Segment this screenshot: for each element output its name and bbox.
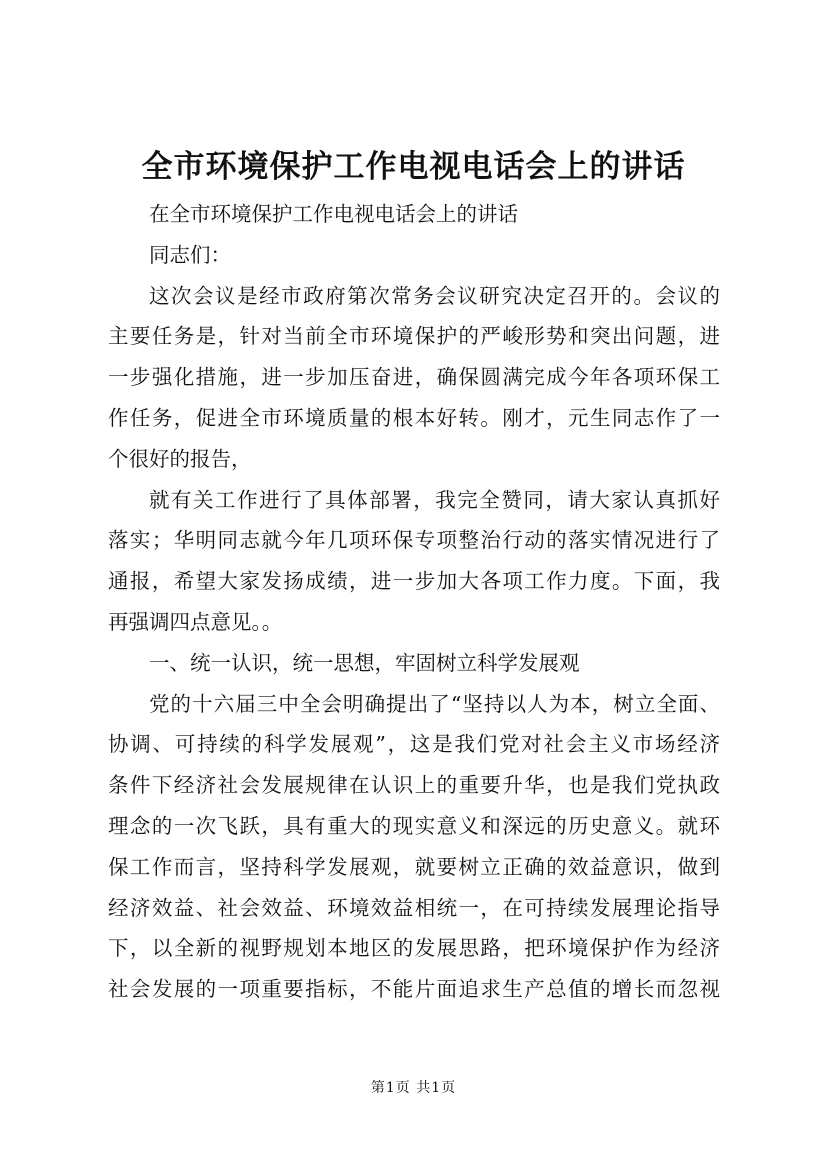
paragraph-line: 再强调四点意见。。 xyxy=(108,609,283,634)
paragraph-line: 主要任务是，针对当前全市环境保护的严峻形势和突出问题，进 xyxy=(108,324,720,349)
paragraph-line: 保工作而言，坚持科学发展观，就要树立正确的效益意识，做到 xyxy=(108,854,720,879)
paragraph-line: 通报，希望大家发扬成绩，进一步加大各项工作力度。下面，我 xyxy=(108,569,720,594)
paragraph-line: 协调、可持续的科学发展观”，这是我们党对社会主义市场经济 xyxy=(108,732,720,757)
paragraph-line: 这次会议是经市政府第次常务会议研究决定召开的。会议的 xyxy=(149,283,720,308)
paragraph-line: 经济效益、社会效益、环境效益相统一，在可持续发展理论指导 xyxy=(108,895,720,920)
document-title: 全市环境保护工作电视电话会上的讲话 xyxy=(141,149,686,185)
paragraph-line: 就有关工作进行了具体部署，我完全赞同，请大家认真抓好 xyxy=(149,487,720,512)
paragraph-line: 作任务，促进全市环境质量的根本好转。刚才，元生同志作了一 xyxy=(108,405,720,430)
paragraph-line: 理念的一次飞跃，具有重大的现实意义和深远的历史意义。就环 xyxy=(108,813,720,838)
section-heading: 一、统一认识，统一思想，牢固树立科学发展观 xyxy=(149,650,580,675)
subtitle-line: 在全市环境保护工作电视电话会上的讲话 xyxy=(149,202,518,226)
paragraph-line: 一步强化措施，进一步加压奋进，确保圆满完成今年各项环保工 xyxy=(108,365,720,390)
salutation-line: 同志们： xyxy=(149,242,231,267)
paragraph-line: 下，以全新的视野规划本地区的发展思路，把环境保护作为经济 xyxy=(108,936,720,961)
paragraph-line: 落实；华明同志就今年几项环保专项整治行动的落实情况进行了 xyxy=(108,528,720,553)
document-body xyxy=(108,194,720,1010)
page-number-footer: 第1页 共1页 xyxy=(370,1080,457,1096)
paragraph-line: 条件下经济社会发展规律在认识上的重要升华，也是我们党执政 xyxy=(108,773,720,798)
paragraph-line: 社会发展的一项重要指标，不能片面追求生产总值的增长而忽视 xyxy=(108,977,720,1002)
paragraph-line: 个很好的报告， xyxy=(108,446,252,471)
paragraph-line: 党的十六届三中全会明确提出了“坚持以人为本，树立全面、 xyxy=(149,691,720,716)
